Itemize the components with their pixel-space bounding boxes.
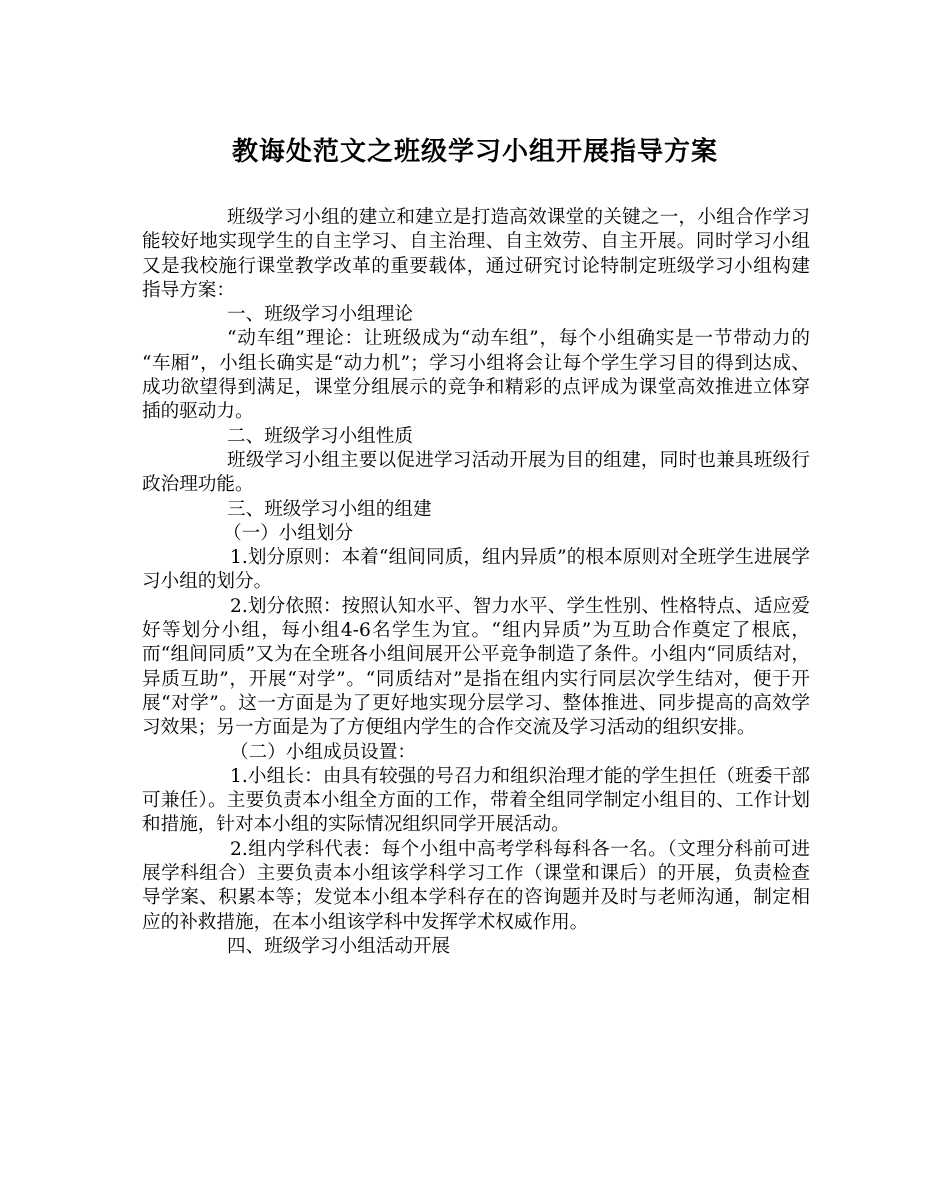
division-basis-paragraph: 2.划分依照：按照认知水平、智力水平、学生性别、性格特点、适应爱好等划分小组，每小组4-6名学生为宜。“组内异质”为互助合作奠定了根底，而“组间同质”又为在全班各小组间展开公平竞争制造了条件。小组内“同质结对，异质互助”，开展“对学”。“同质结对”是指在组内实行同层次学生结对，便于开展“对学”。这一方面是为了更好地实现分层学习、整体推进、同步提高的高效学习效果；另一方面是为了方便组内学生的合作交流及学习活动的组织安排。: [142, 595, 810, 739]
document-body: [142, 206, 810, 959]
subject-rep-paragraph: 2.组内学科代表：每个小组中高考学科每科各一名。（文理分科前可进展学科组合）主要负责本小组该学科学习工作（课堂和课后）的开展，负责检查导学案、积累本等；发觉本小组本学科存在的咨询题并及时与老师沟通，制定相应的补救措施，在本小组该学科中发挥学术权威作用。: [142, 838, 810, 933]
group-leader-paragraph: 1.小组长：由具有较强的号召力和组织治理才能的学生担任（班委干部可兼任）。主要负责本小组全方面的工作，带着全组同学制定小组目的、工作计划和措施，针对本小组的实际情况组织同学开展活动。: [142, 765, 810, 836]
section-heading-3: 三、班级学习小组的组建: [227, 498, 432, 520]
subsection-heading-1: （一）小组划分: [223, 522, 354, 544]
intro-paragraph: 班级学习小组的建立和建立是打造高效课堂的关键之一，小组合作学习能较好地实现学生的自主学习、自主治理、自主效劳、自主开展。同时学习小组又是我校施行课堂教学改革的重要载体，通过研究讨论特制定班级学习小组构建指导方案：: [142, 207, 810, 301]
nature-paragraph: 班级学习小组主要以促进学习活动开展为目的组建，同时也兼具班级行政治理功能。: [142, 449, 810, 496]
division-principle-paragraph: 1.划分原则：本着“组间同质，组内异质”的根本原则对全班学生进展学习小组的划分。: [142, 547, 810, 593]
section-heading-2: 二、班级学习小组性质: [227, 425, 413, 447]
document-title: 教诲处范文之班级学习小组开展指导方案: [231, 137, 718, 167]
theory-paragraph: “动车组”理论：让班级成为“动车组”，每个小组确实是一节带动力的 “车厢”，小组长确实是“动力机”；学习小组将会让每个学生学习目的得到达成、成功欲望得到满足，课堂分组展示的竞争和精彩的点评成为课堂高效推进立体穿插的驱动力。: [142, 328, 810, 423]
section-heading-4: 四、班级学习小组活动开展: [227, 935, 451, 957]
section-heading-1: 一、班级学习小组理论: [227, 304, 413, 326]
subsection-heading-2: （二）小组成员设置：: [230, 741, 416, 763]
